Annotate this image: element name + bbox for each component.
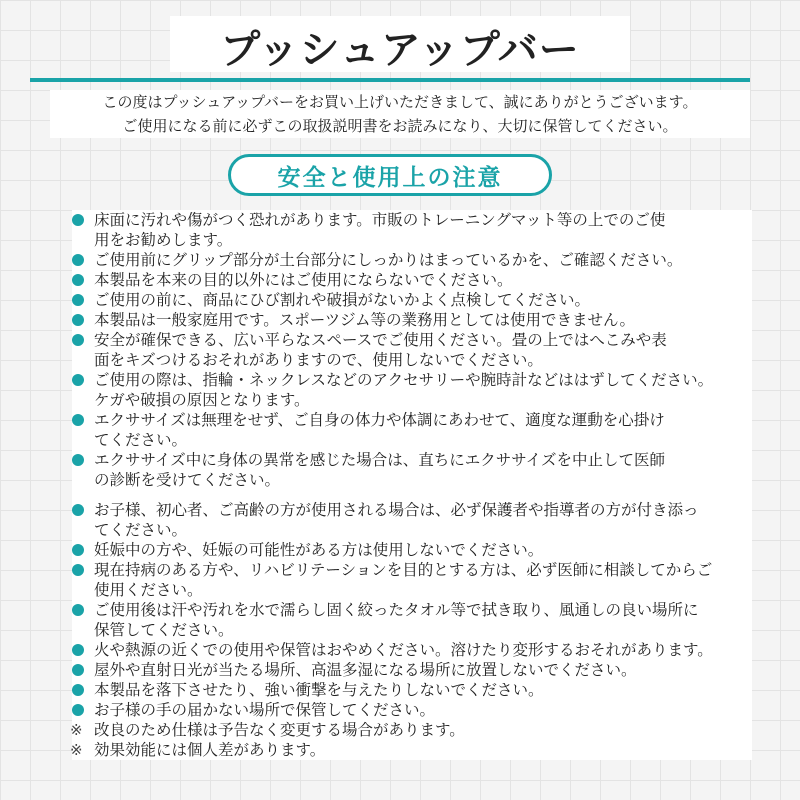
bullet-dot-icon	[72, 544, 84, 556]
item-text-line: 改良のため仕様は予告なく変更する場合があります。	[94, 721, 465, 739]
bullet-dot-icon	[72, 454, 84, 466]
item-text-line: てください。	[94, 521, 188, 539]
item-text-line: 面をキズつけるおそれがありますので、使用しないでください。	[94, 351, 543, 369]
item-text-line: ご使用前にグリップ部分が土台部分にしっかりはまっているかを、ご確認ください。	[94, 251, 683, 269]
bullet-dot-icon	[72, 314, 84, 326]
caution-item	[72, 450, 752, 490]
item-text-line: ご使用の際は、指輪・ネックレスなどのアクセサリーや腕時計などははずしてください。	[94, 371, 714, 389]
caution-list	[72, 210, 752, 760]
item-text-line: お子様の手の届かない場所で保管してください。	[94, 701, 436, 719]
caution-item	[72, 680, 752, 700]
caution-group-2	[72, 500, 752, 760]
bullet-dot-icon	[72, 374, 84, 386]
caution-item	[72, 700, 752, 720]
item-text-line: 本製品は一般家庭用です。スポーツジム等の業務用としては使用できません。	[94, 311, 635, 329]
caution-item	[72, 640, 752, 660]
item-text-line: 本製品を落下させたり、強い衝撃を与えたりしないでください。	[94, 681, 544, 699]
caution-item	[72, 250, 752, 270]
page-title: プッシュアップバー	[220, 27, 580, 73]
bullet-dot-icon	[72, 214, 84, 226]
item-text-line: 床面に汚れや傷がつく恐れがあります。市販のトレーニングマット等の上でのご使	[94, 211, 666, 229]
item-text-line: エクササイズは無理をせず、ご自身の体力や体調にあわせて、適度な運動を心掛け	[94, 411, 665, 429]
caution-item	[72, 370, 752, 410]
item-text-line: エクササイズ中に身体の異常を感じた場合は、直ちにエクササイズを中止して医師	[94, 451, 666, 469]
caution-group-1	[72, 210, 752, 490]
caution-item	[72, 330, 752, 370]
bullet-dot-icon	[72, 334, 84, 346]
item-text-line: ご使用後は汗や汚れを水で濡らし固く絞ったタオル等で拭き取り、風通しの良い場所に	[94, 601, 699, 619]
intro-line: ご使用になる前に必ずこの取扱説明書をお読みになり、大切に保管してください。	[122, 117, 678, 135]
item-text-line: 効果効能には個人差があります。	[94, 741, 326, 759]
caution-item	[72, 500, 752, 540]
caution-item	[72, 410, 752, 450]
intro-text	[50, 90, 750, 138]
bullet-dot-icon	[72, 564, 84, 576]
note-item	[72, 740, 752, 760]
item-text-line: 妊娠中の方や、妊娠の可能性がある方は使用しないでください。	[94, 541, 544, 559]
caution-item	[72, 560, 752, 600]
note-mark: ※	[70, 721, 83, 739]
group-spacer	[72, 490, 752, 500]
bullet-dot-icon	[72, 294, 84, 306]
caution-item	[72, 540, 752, 560]
item-text-line: 本製品を本来の目的以外にはご使用にならないでください。	[94, 271, 513, 289]
section-heading: 安全と使用上の注意	[228, 154, 552, 196]
bullet-dot-icon	[72, 704, 84, 716]
caution-item	[72, 310, 752, 330]
bullet-dot-icon	[72, 664, 84, 676]
item-text-line: 使用ください。	[94, 581, 203, 599]
item-text-line: 用をお勧めします。	[94, 231, 233, 249]
bullet-dot-icon	[72, 274, 84, 286]
item-text-line: 保管してください。	[94, 621, 234, 639]
bullet-dot-icon	[72, 604, 84, 616]
bullet-dot-icon	[72, 684, 84, 696]
note-item	[72, 720, 752, 740]
item-text-line: お子様、初心者、ご高齢の方が使用される場合は、必ず保護者や指導者の方が付き添っ	[94, 501, 699, 519]
item-text-line: 火や熱源の近くでの使用や保管はおやめください。溶けたり変形するおそれがあります。	[94, 641, 713, 659]
caution-item	[72, 290, 752, 310]
title-divider	[30, 78, 750, 82]
item-text-line: の診断を受けてください。	[94, 471, 281, 489]
bullet-dot-icon	[72, 644, 84, 656]
note-mark: ※	[70, 741, 83, 759]
bullet-dot-icon	[72, 254, 84, 266]
item-text-line: ケガや破損の原因となります。	[94, 391, 310, 409]
bullet-dot-icon	[72, 414, 84, 426]
caution-item	[72, 660, 752, 680]
caution-item	[72, 270, 752, 290]
item-text-line: 屋外や直射日光が当たる場所、高温多湿になる場所に放置しないでください。	[94, 661, 637, 679]
bullet-dot-icon	[72, 504, 84, 516]
item-text-line: ご使用の前に、商品にひび割れや破損がないかよく点検してください。	[94, 291, 591, 309]
item-text-line: 現在持病のある方や、リハビリテーションを目的とする方は、必ず医師に相談してからご	[94, 561, 713, 579]
caution-item	[72, 600, 752, 640]
intro-line: この度はプッシュアップバーをお買い上げいただきまして、誠にありがとうございます。	[102, 93, 698, 111]
caution-item	[72, 210, 752, 250]
item-text-line: 安全が確保できる、広い平らなスペースでご使用ください。畳の上ではへこみや表	[94, 331, 667, 349]
item-text-line: てください。	[94, 431, 188, 449]
